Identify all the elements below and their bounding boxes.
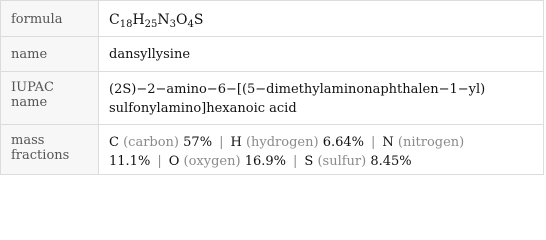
formula-subscript: 25 [144,19,158,30]
formula-symbol: C [109,12,120,28]
iupac-line-1: (2S)−2−amino−6−[(5−dimethylaminonaphthalen−1−yl) [109,82,486,97]
separator: | [371,135,376,150]
mass-fractions-line-1 [109,133,533,152]
name-value: dansyllysine [99,37,544,72]
formula-symbol: S [193,12,204,28]
chemical-formula [109,12,203,28]
mass-fractions-label: mass fractions [1,125,99,175]
element-name: (nitrogen) [397,135,465,150]
name-label: name [1,37,99,72]
element-symbol: C [109,135,119,150]
formula-value [99,1,544,37]
element-fraction: 6.64% [322,135,365,150]
formula-label: formula [1,1,99,37]
iupac-row [1,72,544,125]
formula-symbol: H [132,12,145,28]
element-fraction: 11.1% [109,154,151,169]
element-name: (oxygen) [183,154,241,169]
mass-fractions-line-2 [109,152,533,171]
element-fraction: 16.9% [244,154,287,169]
name-row [1,37,544,72]
element-name: (hydrogen) [245,135,319,150]
element-fraction: 8.45% [370,154,412,169]
mass-fractions-row [1,125,544,175]
separator: | [157,154,162,169]
element-symbol: H [230,135,242,150]
element-symbol: S [304,154,314,169]
separator: | [293,154,298,169]
mass-fractions-value [99,125,544,175]
element-name: (sulfur) [317,154,367,169]
separator: | [219,135,224,150]
element-name: (carbon) [123,135,180,150]
iupac-line-2: sulfonylamino]hexanoic acid [109,101,297,116]
iupac-value [99,72,544,125]
element-symbol: N [382,135,394,150]
formula-subscript: 4 [187,19,194,30]
formula-symbol: O [176,12,188,28]
iupac-label: IUPAC name [1,72,99,125]
formula-subscript: 3 [169,19,177,30]
element-symbol: O [168,154,180,169]
formula-symbol: N [157,12,170,28]
formula-row [1,1,544,37]
element-fraction: 57% [183,135,213,150]
formula-subscript: 18 [119,19,133,30]
